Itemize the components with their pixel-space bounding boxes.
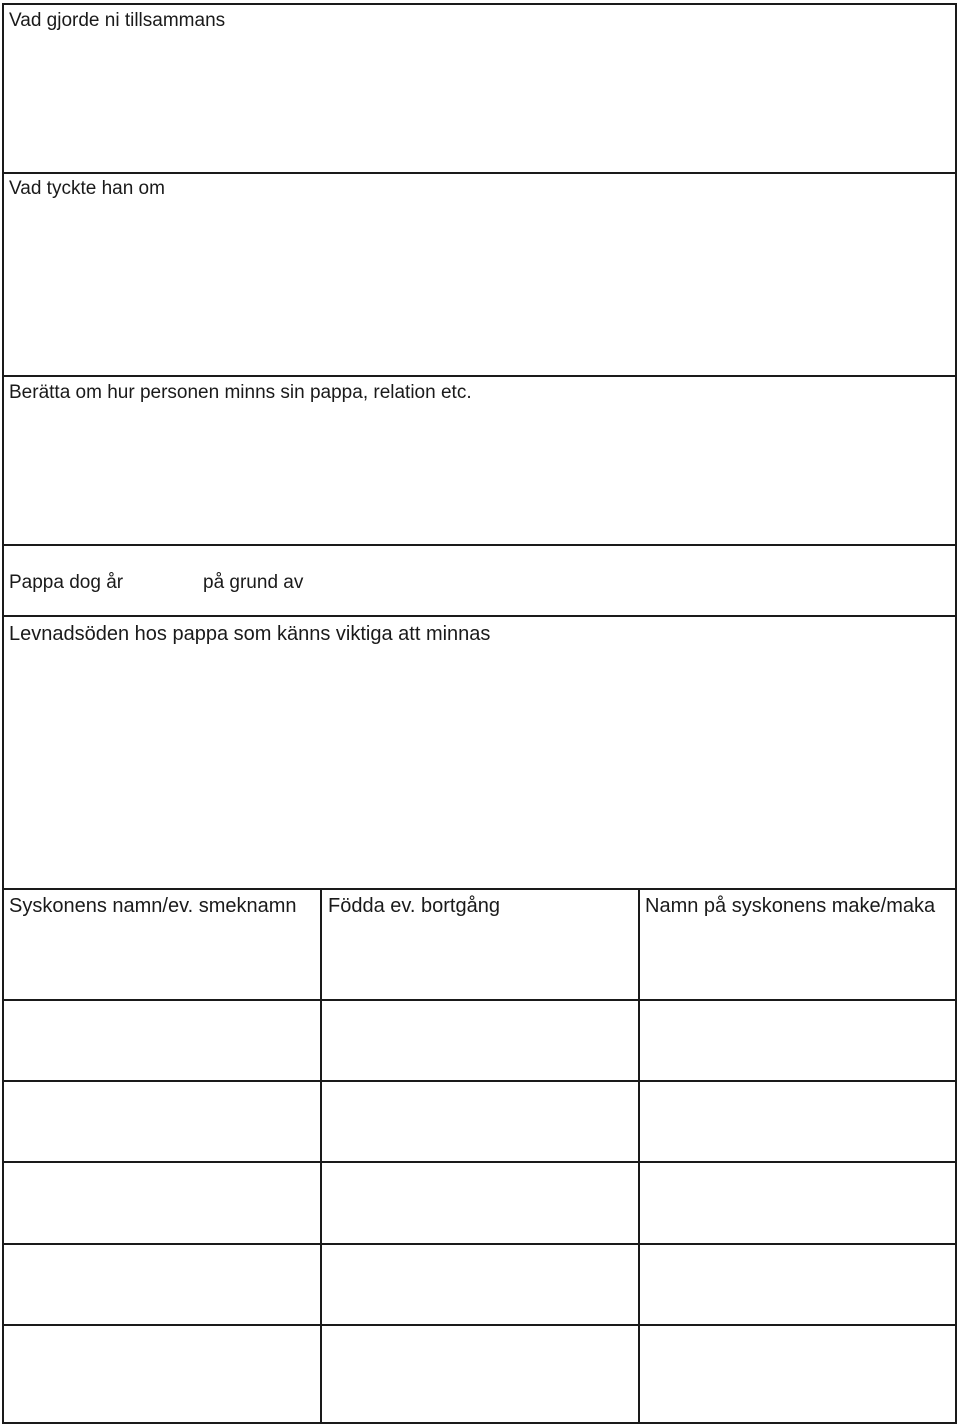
sibling-spouse-cell[interactable]: [640, 1245, 955, 1324]
field-memories-label: Berätta om hur personen minns sin pappa, relation etc.: [9, 382, 472, 403]
siblings-born-header-cell[interactable]: [320, 890, 640, 999]
table-row: [4, 1082, 955, 1163]
field-liked-label: Vad tyckte han om: [9, 178, 165, 199]
sibling-name-cell[interactable]: [4, 1245, 320, 1324]
sibling-born-cell[interactable]: [320, 1245, 640, 1324]
sibling-name-cell[interactable]: [4, 1001, 320, 1080]
sibling-name-cell[interactable]: [4, 1082, 320, 1161]
table-row: [4, 1245, 955, 1326]
siblings-spouse-header: Namn på syskonens make/maka: [645, 895, 936, 917]
sibling-name-cell[interactable]: [4, 1163, 320, 1243]
sibling-spouse-cell[interactable]: [640, 1326, 955, 1422]
father-memory-form: [2, 3, 957, 1424]
field-death[interactable]: [4, 546, 955, 617]
sibling-spouse-cell[interactable]: [640, 1163, 955, 1243]
sibling-name-cell[interactable]: [4, 1326, 320, 1422]
field-together[interactable]: [4, 5, 955, 174]
table-row: [4, 1326, 955, 1422]
sibling-born-cell[interactable]: [320, 1326, 640, 1422]
sibling-spouse-cell[interactable]: [640, 1001, 955, 1080]
death-cause-label: på grund av: [203, 572, 304, 593]
table-row: [4, 1001, 955, 1082]
sibling-born-cell[interactable]: [320, 1163, 640, 1243]
field-liked[interactable]: [4, 174, 955, 377]
sibling-born-cell[interactable]: [320, 1001, 640, 1080]
table-row: [4, 1163, 955, 1245]
field-life-events-label: Levnadsöden hos pappa som känns viktiga att minnas: [9, 623, 491, 645]
siblings-name-header: Syskonens namn/ev. smeknamn: [9, 895, 297, 917]
sibling-spouse-cell[interactable]: [640, 1082, 955, 1161]
siblings-header-row: [4, 890, 955, 1001]
field-together-label: Vad gjorde ni tillsammans: [9, 10, 226, 31]
sibling-born-cell[interactable]: [320, 1082, 640, 1161]
field-memories[interactable]: [4, 377, 955, 546]
siblings-born-header: Födda ev. bortgång: [328, 895, 500, 917]
siblings-spouse-header-cell[interactable]: [640, 890, 955, 999]
field-life-events[interactable]: [4, 617, 955, 890]
siblings-name-header-cell[interactable]: [4, 890, 320, 999]
death-year-label: Pappa dog år: [9, 572, 124, 593]
